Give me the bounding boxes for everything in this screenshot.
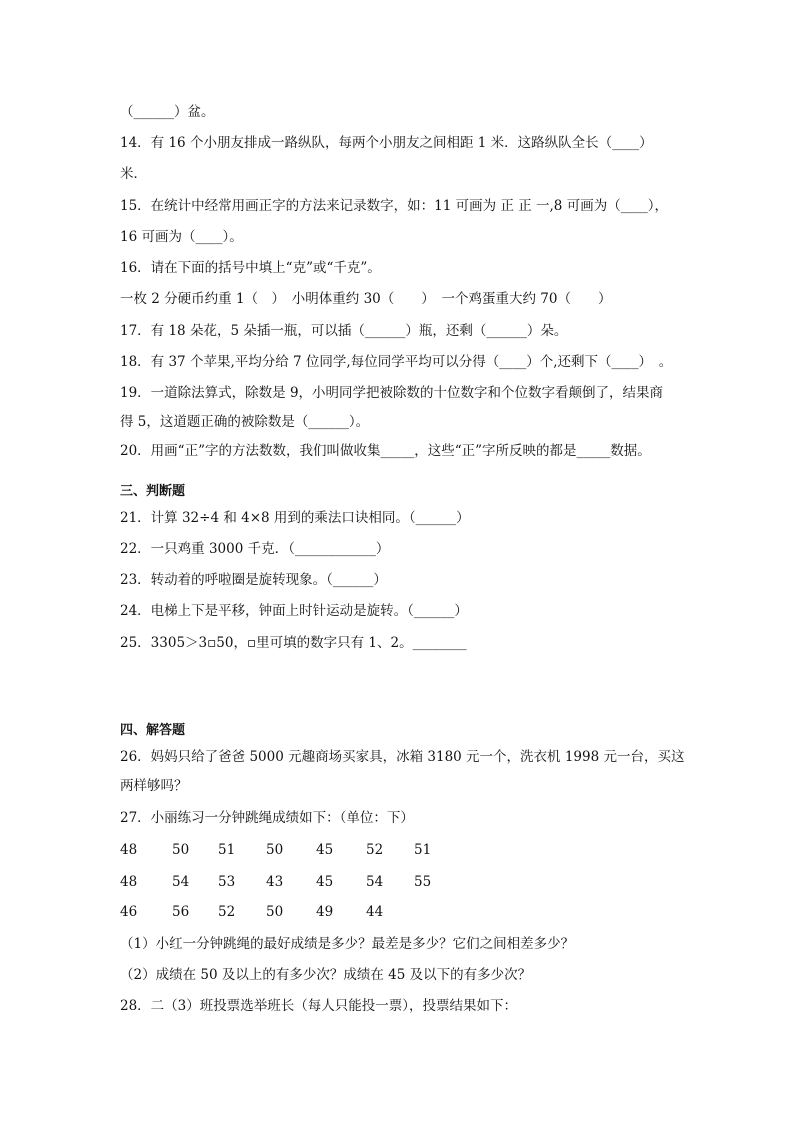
score-value: 45 (316, 842, 334, 858)
score-value: 55 (414, 874, 432, 890)
q13-tail: （______）盆。 (120, 104, 215, 120)
q18: 18．有 37 个苹果,平均分给 7 位同学,每位同学平均可以分得（____）个,还剩下（____） 。 (120, 354, 673, 370)
q16: 16．请在下面的括号中填上“克”或“千克”。 (120, 260, 381, 276)
score-value: 54 (366, 874, 384, 890)
q15: 15．在统计中经常用画正字的方法来记录数字，如：11 可画为 正 正 一,8 可画为（____）， (120, 198, 668, 214)
q28: 28．二（3）班投票选举班长（每人只能投一票），投票结果如下： (120, 998, 518, 1014)
q27-part1: （1）小红一分钟跳绳的最好成绩是多少？最差是多少？它们之间相差多少？ (120, 936, 575, 952)
score-value: 49 (316, 904, 334, 920)
q27-part2: （2）成绩在 50 及以上的有多少次？成绩在 45 及以下的有多少次？ (120, 967, 532, 983)
score-value: 54 (172, 874, 190, 890)
score-value: 43 (266, 874, 284, 890)
q14: 14．有 16 个小朋友排成一路纵队，每两个小朋友之间相距 1 米．这路纵队全长（____） (120, 135, 653, 151)
score-value: 50 (172, 842, 190, 858)
q16-items: 一枚 2 分硬币约重 1（ ） 小明体重约 30（ ） 一个鸡蛋重大约 70（ ） (120, 291, 612, 307)
q27: 27．小丽练习一分钟跳绳成绩如下：（单位：下） (120, 810, 414, 826)
q24: 24．电梯上下是平移，钟面上时针运动是旋转。（______） (120, 603, 468, 619)
q17: 17．有 18 朵花，5 朵插一瓶，可以插（______）瓶，还剩（______）朵。 (120, 323, 568, 339)
score-value: 56 (172, 904, 190, 920)
q22: 22．一只鸡重 3000 千克．（____________） (120, 541, 390, 557)
section-heading-answer: 四、解答题 (120, 723, 186, 738)
q21: 21．计算 32÷4 和 4×8 用到的乘法口诀相同。（______） (120, 510, 470, 526)
q14-tail: 米． (120, 166, 147, 182)
score-value: 52 (218, 904, 236, 920)
score-value: 44 (366, 904, 384, 920)
q26-tail: 两样够吗？ (120, 778, 188, 794)
score-value: 51 (218, 842, 236, 858)
q26: 26．妈妈只给了爸爸 5000 元趣商场买家具，冰箱 3180 元一个，洗衣机 1998 元一台，买这 (120, 749, 685, 765)
q19: 19．一道除法算式，除数是 9，小明同学把被除数的十位数字和个位数字看颠倒了，结果商 (120, 385, 664, 401)
score-value: 50 (266, 904, 284, 920)
q15-tail: 16 可画为（____）。 (120, 229, 243, 245)
q25: 25．3305＞3▫50，▫里可填的数字只有 1、2。________ (120, 635, 467, 651)
q20: 20．用画“正”字的方法数数，我们叫做收集_____，这些“正”字所反映的都是_____数据。 (120, 443, 651, 459)
score-value: 53 (218, 874, 236, 890)
score-value: 48 (120, 842, 138, 858)
score-value: 46 (120, 904, 138, 920)
score-value: 45 (316, 874, 334, 890)
score-value: 48 (120, 874, 138, 890)
q23: 23．转动着的呼啦圈是旋转现象。（______） (120, 572, 387, 588)
section-heading-judgment: 三、判断题 (120, 484, 186, 499)
score-value: 51 (414, 842, 432, 858)
score-value: 50 (266, 842, 284, 858)
q19-tail: 得 5，这道题正确的被除数是（______）。 (120, 414, 370, 430)
score-value: 52 (366, 842, 384, 858)
